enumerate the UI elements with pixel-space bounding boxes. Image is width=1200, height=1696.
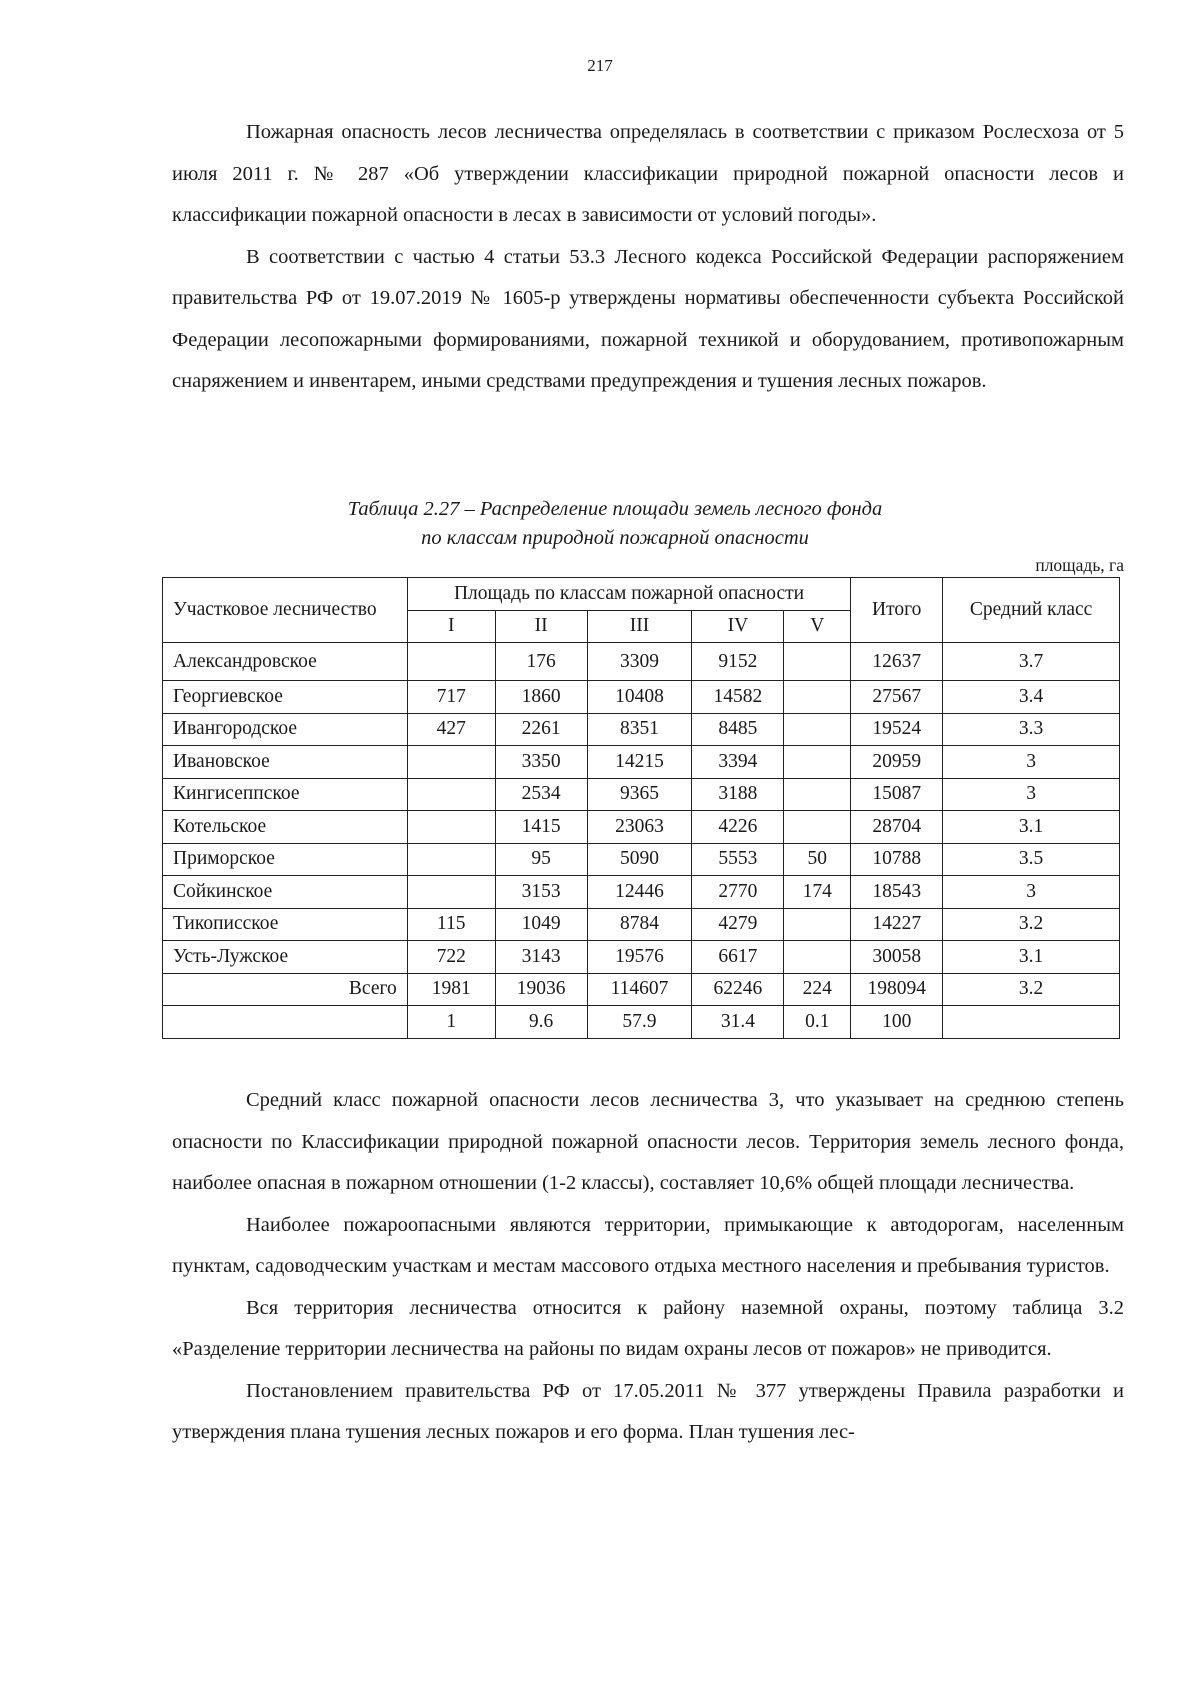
- fire-danger-table: [162, 577, 1120, 1039]
- value-cell-avg: 3: [943, 778, 1120, 811]
- value-cell-c5: [784, 941, 851, 974]
- paragraph: Вся территория лесничества относится к району наземной охраны, поэтому таблица 3.2 «Разделение территории лесничества на районы по видам охраны лесов от пожаров» не приводится.: [172, 1296, 1124, 1360]
- value-cell-c1: [407, 811, 495, 844]
- value-cell-c2: 3153: [495, 876, 587, 909]
- value-cell-total: 10788: [851, 843, 943, 876]
- value-cell-c1: 717: [407, 681, 495, 714]
- value-cell-c5: 50: [784, 843, 851, 876]
- forestry-name-cell: Всего: [163, 973, 408, 1006]
- header-classes-group: Площадь по классам пожарной опасности: [407, 578, 851, 611]
- value-cell-avg: 3.1: [943, 811, 1120, 844]
- value-cell-avg: 3.4: [943, 681, 1120, 714]
- value-cell-avg: 3: [943, 746, 1120, 779]
- table-row: [163, 778, 1120, 811]
- value-cell-total: 14227: [851, 908, 943, 941]
- forestry-name-cell: Александровское: [163, 643, 408, 681]
- paragraph: Наиболее пожароопасными являются территории, примыкающие к автодорогам, населенным пунктам, садоводческим участкам и местам массового отдыха местного населения и пребывания туристов.: [172, 1213, 1124, 1277]
- value-cell-avg: 3.3: [943, 713, 1120, 746]
- value-cell-total: 30058: [851, 941, 943, 974]
- value-cell-c1: 1981: [407, 973, 495, 1006]
- value-cell-avg: 3: [943, 876, 1120, 909]
- value-cell-c1: [407, 746, 495, 779]
- value-cell-c1: 722: [407, 941, 495, 974]
- value-cell-c5: [784, 908, 851, 941]
- value-cell-c4: 31.4: [692, 1006, 784, 1039]
- table-row: [163, 843, 1120, 876]
- table-row: [163, 908, 1120, 941]
- value-cell-c3: 3309: [587, 643, 692, 681]
- forestry-name-cell: Котельское: [163, 811, 408, 844]
- table-total-row: [163, 973, 1120, 1006]
- value-cell-total: 12637: [851, 643, 943, 681]
- value-cell-c1: [407, 778, 495, 811]
- value-cell-avg: 3.5: [943, 843, 1120, 876]
- value-cell-c4: 8485: [692, 713, 784, 746]
- header-total: Итого: [851, 578, 943, 643]
- value-cell-c3: 19576: [587, 941, 692, 974]
- value-cell-c3: 8351: [587, 713, 692, 746]
- value-cell-avg: [943, 1006, 1120, 1039]
- value-cell-c4: 5553: [692, 843, 784, 876]
- paragraph: Пожарная опасность лесов лесничества определялась в соответствии с приказом Рослесхоза от 5 июля 2011 г. № 287 «Об утверждении классификации природной пожарной опасности лесов и классификации пожарной опасности в лесах в зависимости от условий погоды».: [172, 121, 1124, 226]
- forestry-name-cell: Ивангородское: [163, 713, 408, 746]
- header-class-2: II: [495, 610, 587, 643]
- table-row: [163, 941, 1120, 974]
- value-cell-c1: [407, 876, 495, 909]
- value-cell-c1: 427: [407, 713, 495, 746]
- value-cell-c2: 2261: [495, 713, 587, 746]
- table-unit: площадь, га: [1035, 555, 1124, 575]
- value-cell-total: 28704: [851, 811, 943, 844]
- value-cell-c2: 2534: [495, 778, 587, 811]
- value-cell-c5: [784, 746, 851, 779]
- forestry-name-cell: Сойкинское: [163, 876, 408, 909]
- value-cell-c5: 224: [784, 973, 851, 1006]
- table-row: [163, 643, 1120, 681]
- header-class-1: I: [407, 610, 495, 643]
- value-cell-c3: 8784: [587, 908, 692, 941]
- value-cell-c3: 10408: [587, 681, 692, 714]
- value-cell-c3: 23063: [587, 811, 692, 844]
- value-cell-total: 198094: [851, 973, 943, 1006]
- value-cell-total: 15087: [851, 778, 943, 811]
- value-cell-c4: 14582: [692, 681, 784, 714]
- value-cell-c5: [784, 811, 851, 844]
- value-cell-c4: 3188: [692, 778, 784, 811]
- table-caption: [0, 495, 1200, 553]
- forestry-name-cell: Ивановское: [163, 746, 408, 779]
- bottom-text: [172, 1080, 1124, 1454]
- value-cell-avg: 3.2: [943, 973, 1120, 1006]
- header-class-3: III: [587, 610, 692, 643]
- value-cell-c4: 9152: [692, 643, 784, 681]
- value-cell-c3: 12446: [587, 876, 692, 909]
- value-cell-c5: [784, 778, 851, 811]
- value-cell-c4: 62246: [692, 973, 784, 1006]
- value-cell-avg: 3.2: [943, 908, 1120, 941]
- forestry-name-cell: Приморское: [163, 843, 408, 876]
- value-cell-avg: 3.7: [943, 643, 1120, 681]
- value-cell-avg: 3.1: [943, 941, 1120, 974]
- value-cell-c2: 1415: [495, 811, 587, 844]
- value-cell-total: 19524: [851, 713, 943, 746]
- top-text: [172, 112, 1124, 403]
- value-cell-c2: 19036: [495, 973, 587, 1006]
- value-cell-c4: 4226: [692, 811, 784, 844]
- header-forestry: Участковое лесничество: [163, 578, 408, 643]
- table-row: [163, 713, 1120, 746]
- value-cell-c4: 6617: [692, 941, 784, 974]
- value-cell-c5: [784, 713, 851, 746]
- value-cell-c3: 14215: [587, 746, 692, 779]
- value-cell-c2: 3143: [495, 941, 587, 974]
- value-cell-c2: 176: [495, 643, 587, 681]
- value-cell-c2: 3350: [495, 746, 587, 779]
- value-cell-c2: 9.6: [495, 1006, 587, 1039]
- value-cell-c3: 114607: [587, 973, 692, 1006]
- forestry-name-cell: Тикописское: [163, 908, 408, 941]
- value-cell-c2: 1860: [495, 681, 587, 714]
- value-cell-c4: 2770: [692, 876, 784, 909]
- value-cell-c3: 57.9: [587, 1006, 692, 1039]
- value-cell-total: 27567: [851, 681, 943, 714]
- table-caption-line2: по классам природной пожарной опасности: [421, 527, 809, 549]
- forestry-name-cell: Георгиевское: [163, 681, 408, 714]
- forestry-name-cell: [163, 1006, 408, 1039]
- value-cell-c4: 3394: [692, 746, 784, 779]
- paragraph: Средний класс пожарной опасности лесов лесничества 3, что указывает на среднюю степень опасности по Классификации природной пожарной опасности лесов. Территория земель лесного фонда, наиболее опасная в пожарном отношении (1-2 классы), составляет 10,6% общей площади лесничества.: [172, 1089, 1124, 1194]
- value-cell-c1: [407, 643, 495, 681]
- value-cell-c5: 174: [784, 876, 851, 909]
- value-cell-c1: [407, 843, 495, 876]
- table-percent-row: [163, 1006, 1120, 1039]
- table-row: [163, 876, 1120, 909]
- value-cell-c2: 95: [495, 843, 587, 876]
- forestry-name-cell: Кингисеппское: [163, 778, 408, 811]
- header-class-5: V: [784, 610, 851, 643]
- paragraph: Постановлением правительства РФ от 17.05.2011 № 377 утверждены Правила разработки и утверждения плана тушения лесных пожаров и его форма. План тушения лес-: [172, 1379, 1124, 1443]
- header-avg-class: Средний класс: [943, 578, 1120, 643]
- table-row: [163, 811, 1120, 844]
- table-caption-line1: Таблица 2.27 – Распределение площади земель лесного фонда: [347, 498, 883, 520]
- value-cell-total: 18543: [851, 876, 943, 909]
- value-cell-c5: 0.1: [784, 1006, 851, 1039]
- value-cell-c3: 9365: [587, 778, 692, 811]
- value-cell-c5: [784, 681, 851, 714]
- value-cell-total: 20959: [851, 746, 943, 779]
- table-row: [163, 681, 1120, 714]
- value-cell-total: 100: [851, 1006, 943, 1039]
- paragraph: В соответствии с частью 4 статьи 53.3 Лесного кодекса Российской Федерации распоряжением правительства РФ от 19.07.2019 № 1605-р утверждены нормативы обеспеченности субъекта Российской Федерации лесопожарными формированиями, пожарной техникой и оборудованием, противопожарным снаряжением и инвентарем, иными средствами предупреждения и тушения лесных пожаров.: [172, 245, 1124, 392]
- page-number: 217: [587, 56, 613, 75]
- table-row: [163, 746, 1120, 779]
- value-cell-c2: 1049: [495, 908, 587, 941]
- value-cell-c1: 1: [407, 1006, 495, 1039]
- value-cell-c5: [784, 643, 851, 681]
- value-cell-c3: 5090: [587, 843, 692, 876]
- value-cell-c4: 4279: [692, 908, 784, 941]
- forestry-name-cell: Усть-Лужское: [163, 941, 408, 974]
- header-class-4: IV: [692, 610, 784, 643]
- value-cell-c1: 115: [407, 908, 495, 941]
